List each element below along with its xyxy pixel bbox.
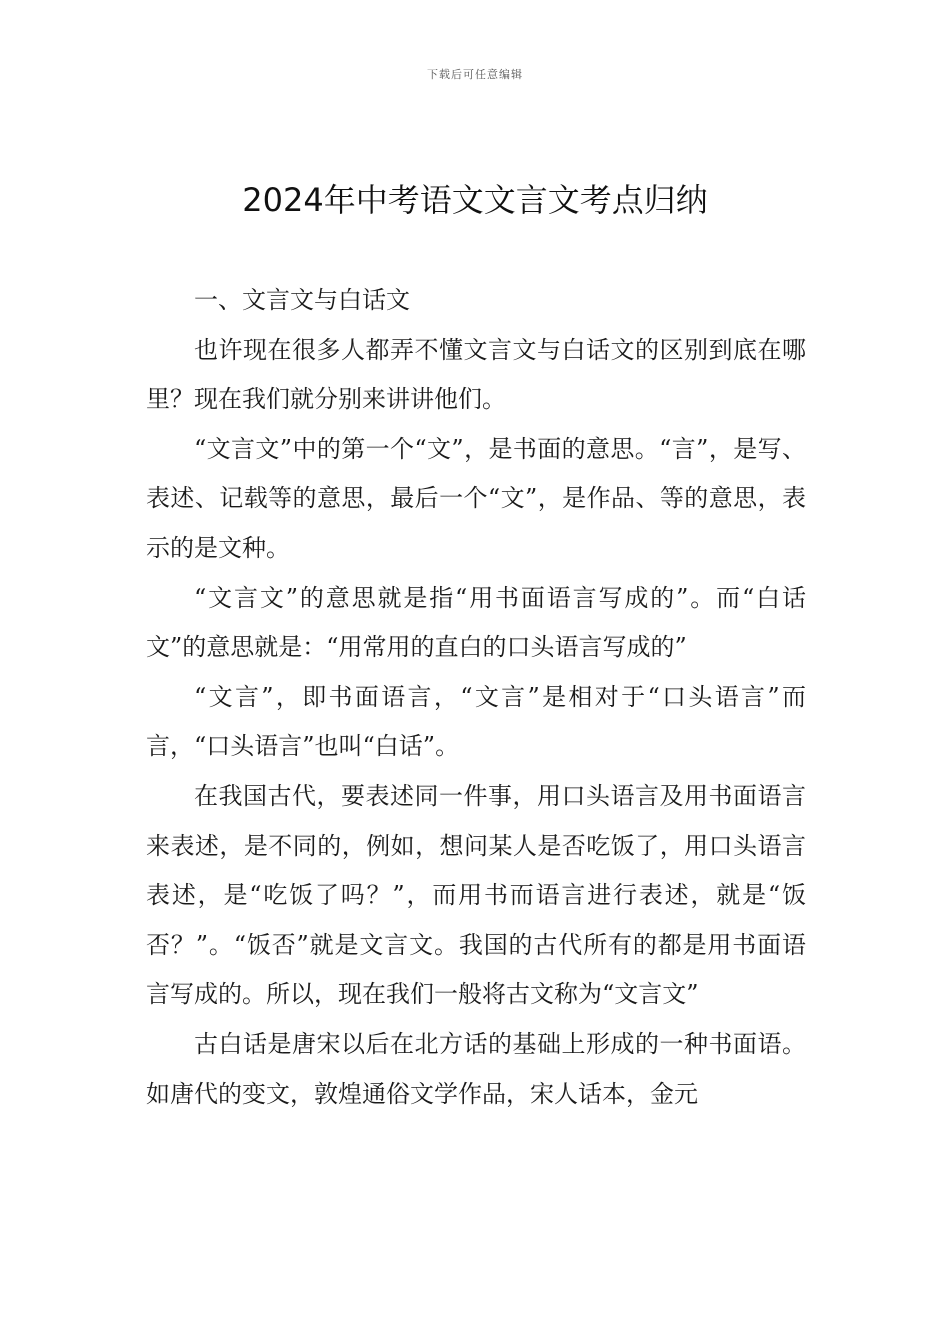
paragraph: “文言文”中的第一个“文”，是书面的意思。“言”，是写、表述、记载等的意思，最后一个“文”，是作品、等的意思，表示的是文种。	[146, 434, 806, 562]
paragraph: 在我国古代，要表述同一件事，用口头语言及用书面语言来表述，是不同的，例如，想问某人是否吃饭了，用口头语言表述，是“吃饭了吗？”，而用书而语言进行表述，就是“饭否？”。“饭否”就是文言文。我国的古代所有的都是用书面语言写成的。所以，现在我们一般将古文称为“文言文”	[146, 781, 806, 1009]
section-heading: 一、文言文与白话文	[194, 286, 410, 314]
document-body	[146, 276, 806, 1119]
paragraph: 古白话是唐宋以后在北方话的基础上形成的一种书面语。如唐代的变文，敦煌通俗文学作品，宋人话本，金元	[146, 1029, 806, 1108]
paragraph: “文言”，即书面语言，“文言”是相对于“口头语言”而言，“口头语言”也叫“白话”。	[146, 682, 806, 761]
paragraph: “文言文”的意思就是指“用书面语言写成的”。而“白话文”的意思就是：“用常用的直白的口头语言写成的”	[146, 583, 806, 662]
header-note: 下载后可任意编辑	[427, 68, 523, 81]
document-title: 2024年中考语文文言文考点归纳	[242, 181, 708, 219]
paragraph: 也许现在很多人都弄不懂文言文与白话文的区别到底在哪里？现在我们就分别来讲讲他们。	[146, 335, 806, 414]
